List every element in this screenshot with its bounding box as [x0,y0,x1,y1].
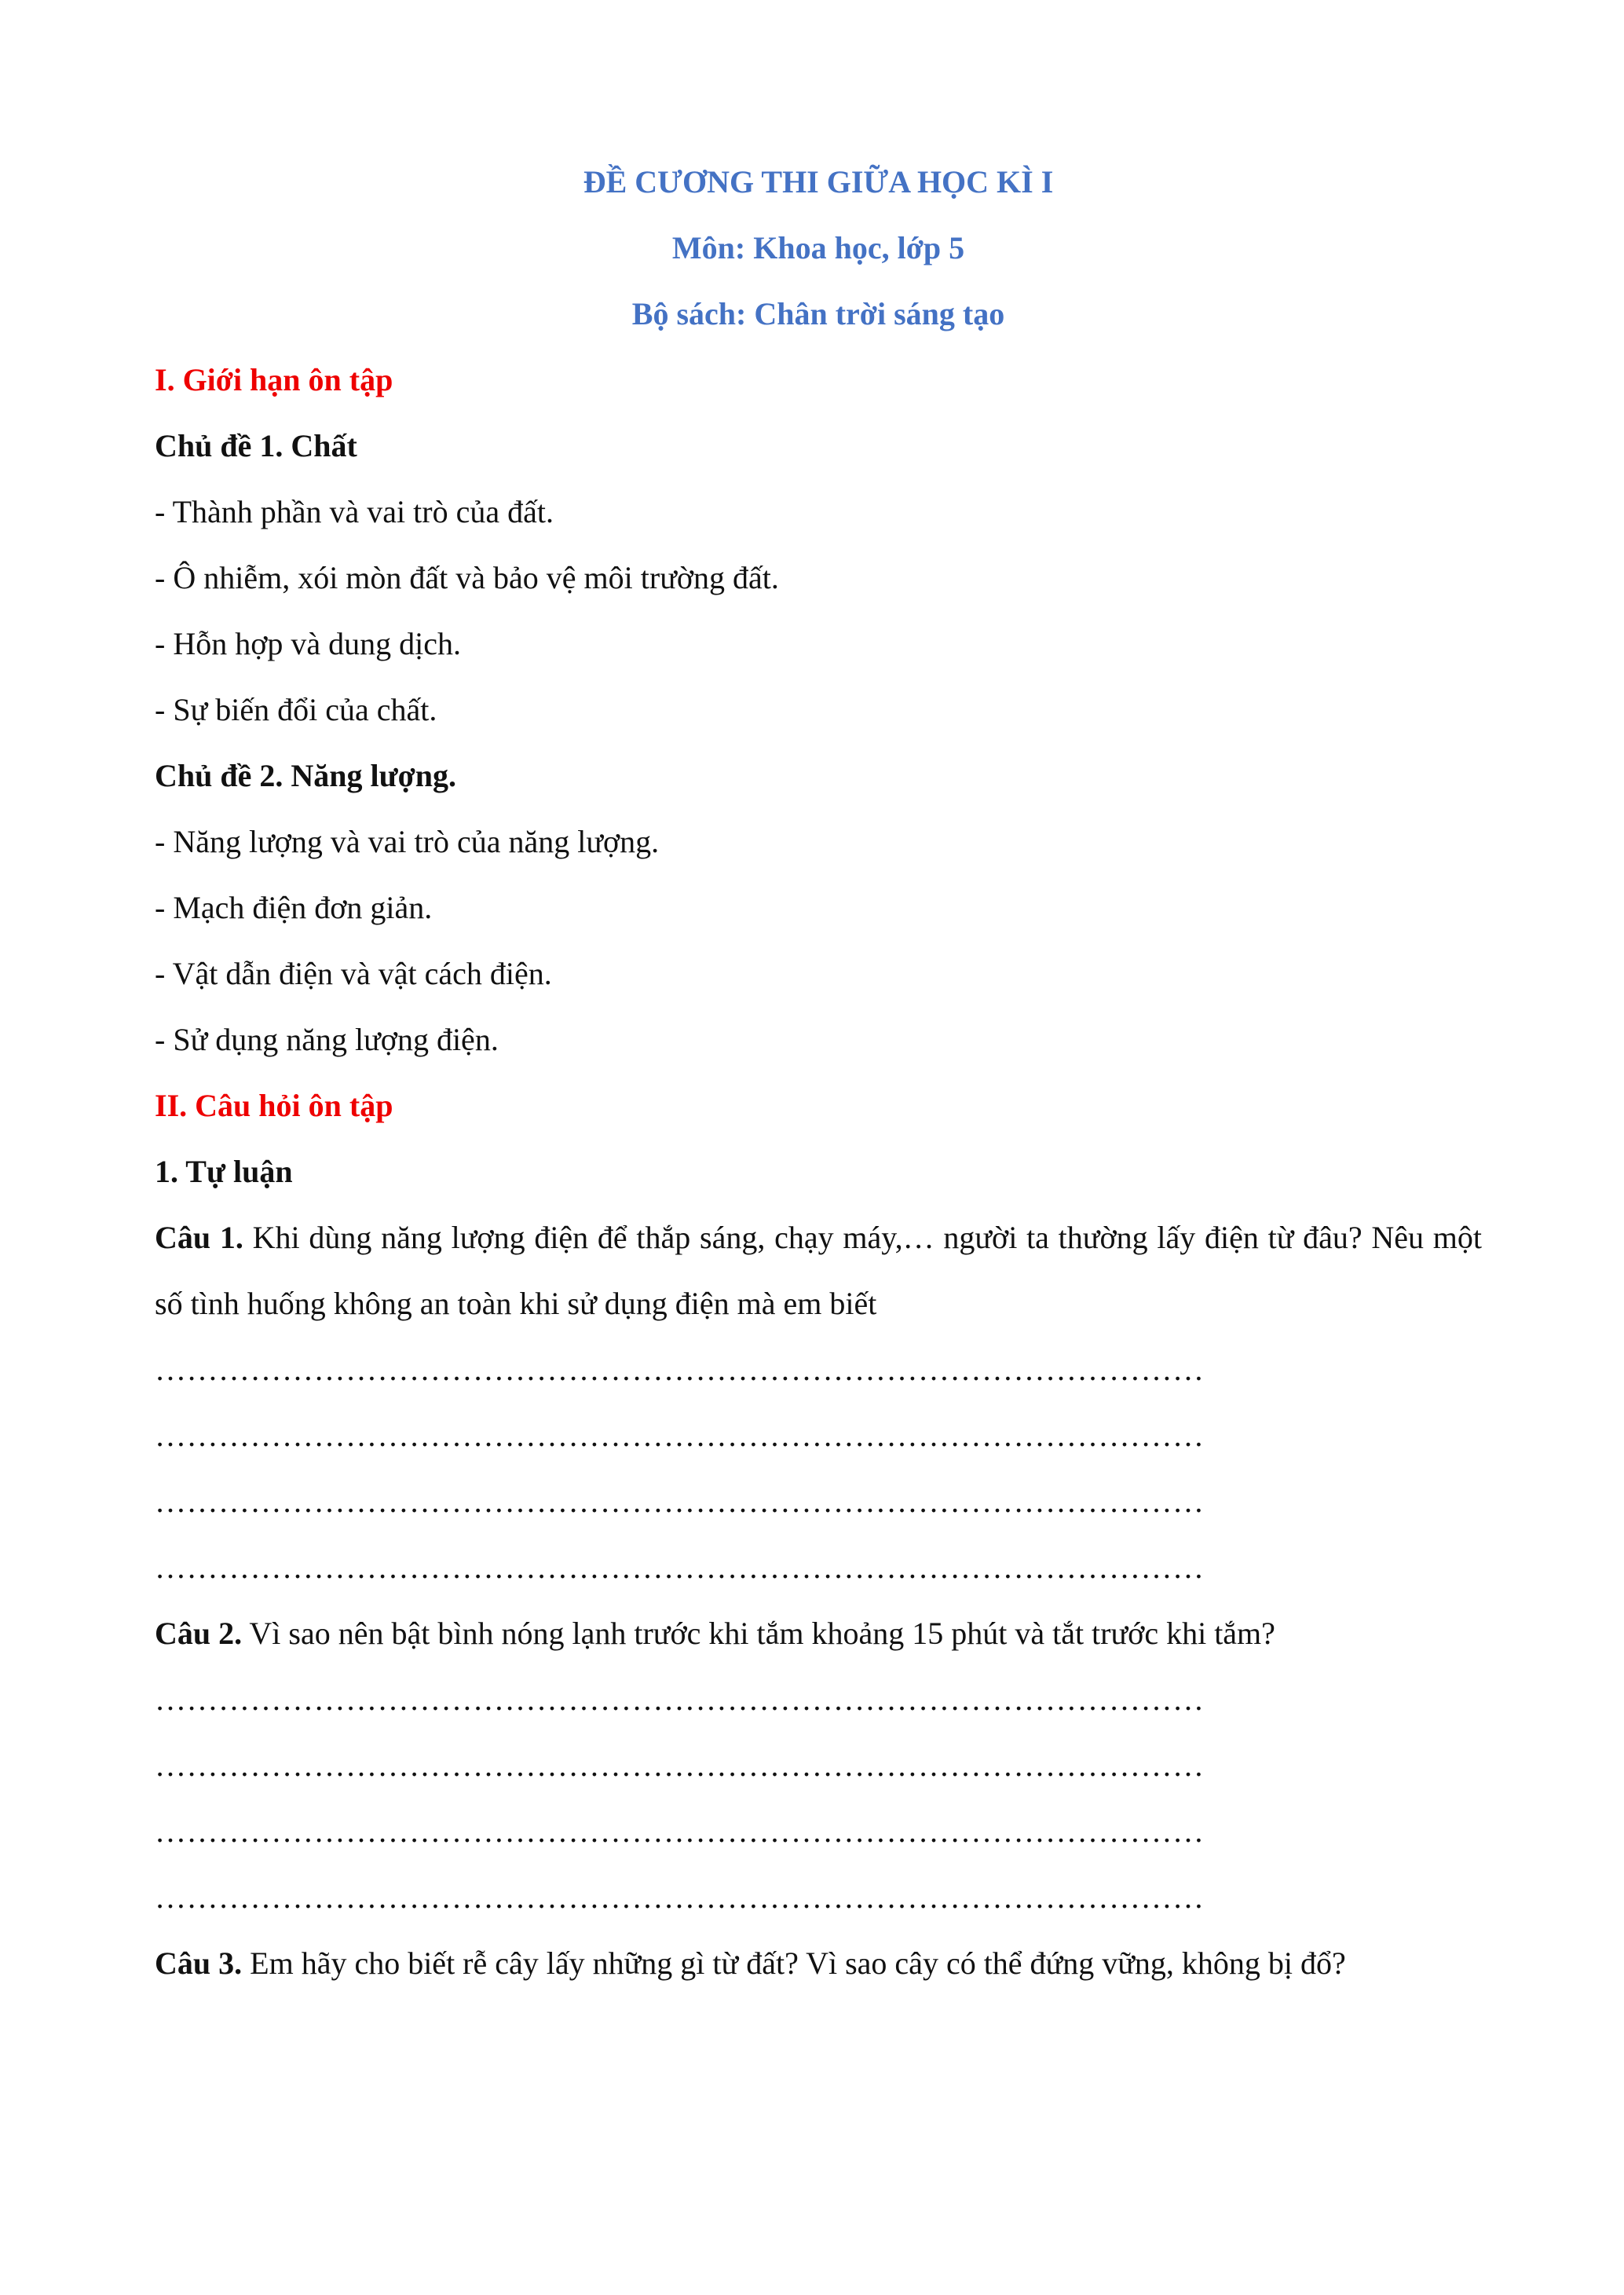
topic-2-item: - Mạch điện đơn giản. [155,890,433,925]
answer-line: ……………………………………………………………………………………… [155,1880,1205,1915]
question-text: Khi dùng năng lượng điện để thắp sáng, chạy máy,… người ta thường lấy điện từ đâu? Nêu một số tình huống không an toàn khi sử dụng điện mà em biết [155,1220,1482,1321]
topic-2-item: - Vật dẫn điện và vật cách điện. [155,956,552,991]
topic-1-item: - Thành phần và vai trò của đất. [155,494,554,529]
topic-1-title: Chủ đề 1. Chất [155,428,357,463]
section-heading-scope: I. Giới hạn ôn tập [155,362,393,397]
answer-line: ……………………………………………………………………………………… [155,1682,1205,1717]
topic-2-item: - Năng lượng và vai trò của năng lượng. [155,824,660,859]
topic-1-item: - Hỗn hợp và dung dịch. [155,626,461,661]
subject-line: Môn: Khoa học, lớp 5 [671,230,965,265]
answer-line: ……………………………………………………………………………………… [155,1484,1205,1519]
topic-1-item: - Sự biến đổi của chất. [155,692,437,727]
question-1 [155,1205,1482,1337]
question-label: Câu 2. [155,1616,243,1651]
answer-line: ……………………………………………………………………………………… [155,1814,1205,1849]
topic-2-title: Chủ đề 2. Năng lượng. [155,758,457,793]
document-page [155,149,1482,1997]
document-title: ĐỀ CƯƠNG THI GIỮA HỌC KÌ I [583,164,1054,199]
topic-1-item: - Ô nhiễm, xói mòn đất và bảo vệ môi trường đất. [155,560,779,595]
answer-line: ……………………………………………………………………………………… [155,1748,1205,1783]
part-essay-heading: 1. Tự luận [155,1154,293,1189]
answer-line: ……………………………………………………………………………………… [155,1550,1205,1585]
topic-2-item: - Sử dụng năng lượng điện. [155,1022,499,1057]
question-3 [155,1931,1482,1997]
question-label: Câu 1. [155,1220,243,1255]
question-text: Em hãy cho biết rễ cây lấy những gì từ đất? Vì sao cây có thể đứng vững, không bị đổ? [242,1945,1346,1981]
book-line: Bộ sách: Chân trời sáng tạo [631,296,1005,331]
answer-line: ……………………………………………………………………………………… [155,1352,1205,1387]
question-label: Câu 3. [155,1945,243,1981]
section-heading-questions: II. Câu hỏi ôn tập [155,1088,393,1123]
question-text: Vì sao nên bật bình nóng lạnh trước khi tắm khoảng 15 phút và tắt trước khi tắm? [242,1616,1275,1651]
question-2 [155,1601,1482,1667]
answer-line: ……………………………………………………………………………………… [155,1418,1205,1453]
